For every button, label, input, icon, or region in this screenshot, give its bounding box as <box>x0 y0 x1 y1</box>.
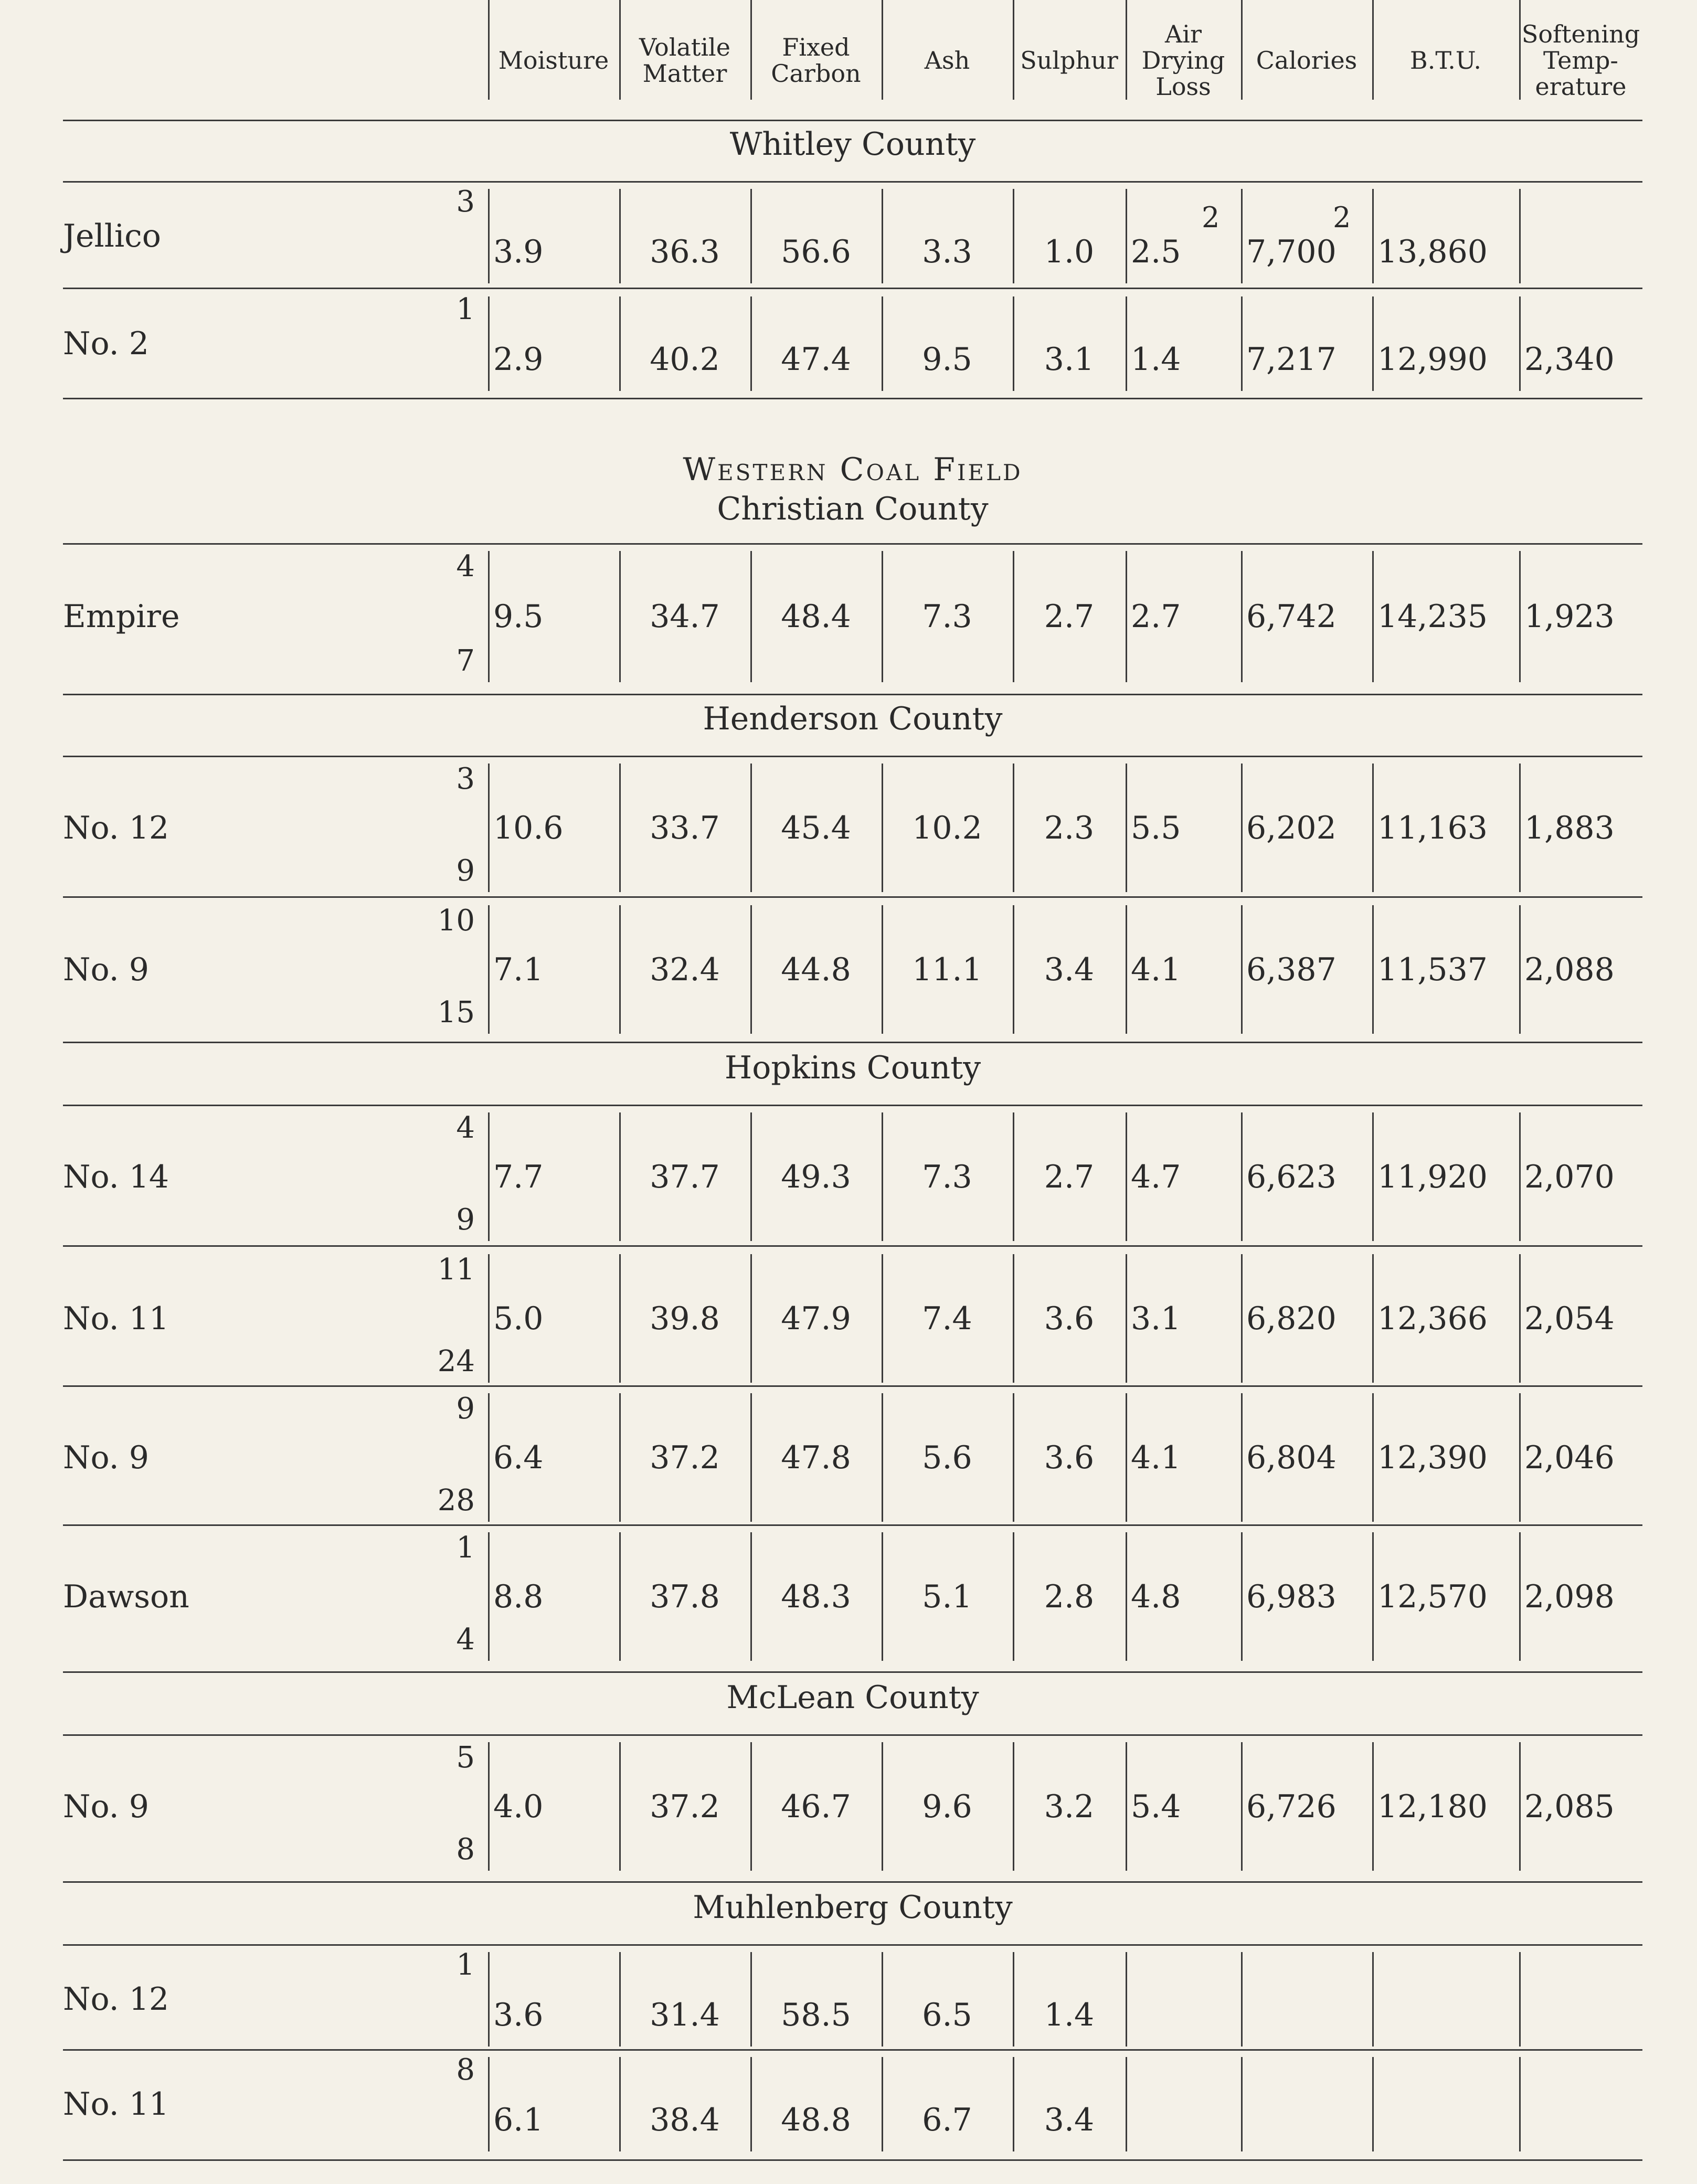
cell-value: 2.8 <box>1044 1578 1095 1615</box>
column-divider <box>1241 1393 1243 1522</box>
column-divider <box>1372 189 1374 283</box>
sample-count: 10 <box>437 904 475 938</box>
row-divider <box>63 181 1642 183</box>
column-divider <box>1126 0 1127 100</box>
cell-value: 47.9 <box>781 1300 851 1337</box>
row-divider <box>63 1524 1642 1526</box>
sample-count: 4 <box>456 549 475 584</box>
cell-value: 6,726 <box>1246 1788 1337 1825</box>
cell-value: 47.4 <box>781 341 851 378</box>
cell-value: 9.5 <box>922 341 972 378</box>
cell-value: 7,700 <box>1246 234 1337 270</box>
cell-value: 6,623 <box>1246 1158 1337 1195</box>
cell-value: 2.3 <box>1044 809 1095 846</box>
column-header: Sulphur <box>1020 46 1118 75</box>
table-row <box>63 1737 1642 1876</box>
cell-value: 2.7 <box>1044 1158 1095 1195</box>
cell-value: 12,180 <box>1377 1788 1488 1825</box>
cell-value: 6,820 <box>1246 1300 1337 1337</box>
column-divider <box>1241 189 1243 283</box>
cell-value: 38.4 <box>650 2102 720 2138</box>
row-divider <box>63 1385 1642 1387</box>
mine-name: Empire <box>63 598 180 635</box>
column-divider <box>1241 764 1243 892</box>
column-divider <box>1241 1112 1243 1241</box>
sample-subcount: 9 <box>456 1203 475 1237</box>
cell-value: 40.2 <box>650 341 720 378</box>
mine-name: No. 9 <box>63 1439 149 1476</box>
column-header: Moisture <box>498 46 609 75</box>
column-divider <box>1241 0 1243 100</box>
row-divider <box>63 1944 1642 1946</box>
mine-name: No. 9 <box>63 1788 149 1825</box>
cell-value: 14,235 <box>1377 598 1488 635</box>
cell-value: 37.8 <box>650 1578 720 1615</box>
cell-value: 56.6 <box>781 234 851 270</box>
table-row <box>63 1107 1642 1246</box>
column-divider <box>750 0 752 100</box>
cell-value: 3.1 <box>1044 341 1095 378</box>
cell-value: 34.7 <box>650 598 720 635</box>
column-header: Fixed Carbon <box>771 33 861 88</box>
row-divider <box>63 288 1642 289</box>
cell-value: 3.6 <box>1044 1300 1095 1337</box>
cell-value: 3.1 <box>1131 1300 1181 1337</box>
column-divider <box>1126 1952 1127 2047</box>
column-divider <box>1519 1112 1521 1241</box>
row-divider <box>63 1245 1642 1247</box>
column-divider <box>1241 2057 1243 2151</box>
cell-value: 6.4 <box>493 1439 544 1476</box>
table-row <box>63 758 1642 897</box>
column-divider <box>1372 1952 1374 2047</box>
cell-value: 4.8 <box>1131 1578 1181 1615</box>
cell-value: 13,860 <box>1377 234 1488 270</box>
column-divider <box>1372 0 1374 100</box>
cell-value: 7.4 <box>922 1300 972 1337</box>
column-divider <box>1241 1952 1243 2047</box>
cell-value: 2.9 <box>493 341 544 378</box>
column-header: Ash <box>924 46 970 75</box>
column-divider <box>1372 551 1374 682</box>
cell-value: 6,202 <box>1246 809 1337 846</box>
sample-subcount: 15 <box>437 995 475 1030</box>
coal-field-heading: Western Coal Field <box>683 451 1023 488</box>
column-divider <box>1372 764 1374 892</box>
column-divider <box>1126 551 1127 682</box>
cell-value: 49.3 <box>781 1158 851 1195</box>
table-row <box>63 1527 1642 1666</box>
mine-name: No. 11 <box>63 1300 169 1337</box>
sample-count: 1 <box>456 1531 475 1565</box>
cell-value: 47.8 <box>781 1439 851 1476</box>
column-divider <box>1126 189 1127 283</box>
column-divider <box>488 2057 490 2151</box>
table-row <box>63 1947 1642 2052</box>
cell-value: 1,923 <box>1524 598 1615 635</box>
column-divider <box>1126 1254 1127 1383</box>
column-divider <box>1241 1742 1243 1871</box>
county-heading: Hopkins County <box>724 1049 981 1086</box>
cell-value: 45.4 <box>781 809 851 846</box>
cell-value: 2,054 <box>1524 1300 1615 1337</box>
cell-value: 9.5 <box>493 598 544 635</box>
column-divider <box>1372 1532 1374 1661</box>
column-header: Softening Temp- erature <box>1521 20 1640 101</box>
cell-value: 11,920 <box>1377 1158 1488 1195</box>
column-divider <box>1126 2057 1127 2151</box>
row-divider <box>63 1042 1642 1043</box>
column-divider <box>1372 1254 1374 1383</box>
cell-value: 12,366 <box>1377 1300 1488 1337</box>
cell-value: 37.2 <box>650 1788 720 1825</box>
cell-value: 5.4 <box>1131 1788 1181 1825</box>
cell-value: 2.5 <box>1131 234 1181 270</box>
cell-value: 11,537 <box>1377 951 1488 988</box>
column-divider <box>1519 189 1521 283</box>
sample-count: 3 <box>456 762 475 796</box>
cell-value: 2,340 <box>1524 341 1615 378</box>
sample-count: 1 <box>456 292 475 326</box>
cell-value: 2,085 <box>1524 1788 1615 1825</box>
cell-value: 12,570 <box>1377 1578 1488 1615</box>
cell-value: 58.5 <box>781 1997 851 2033</box>
row-divider <box>63 1671 1642 1673</box>
cell-value: 37.7 <box>650 1158 720 1195</box>
cell-value: 5.0 <box>493 1300 544 1337</box>
column-divider <box>1126 1393 1127 1522</box>
cell-value: 10.6 <box>493 809 564 846</box>
mine-name: Dawson <box>63 1578 189 1615</box>
column-divider <box>488 1742 490 1871</box>
row-divider <box>63 120 1642 121</box>
table-row <box>63 900 1642 1039</box>
column-divider <box>488 189 490 283</box>
cell-value: 2,046 <box>1524 1439 1615 1476</box>
column-header: Air Drying Loss <box>1141 20 1225 101</box>
cell-value: 11,163 <box>1377 809 1488 846</box>
cell-value: 1.4 <box>1131 341 1181 378</box>
cell-value: 6.5 <box>922 1997 972 2033</box>
column-divider <box>1126 296 1127 391</box>
sample-subcount: 24 <box>437 1344 475 1379</box>
sample-count: 3 <box>456 185 475 219</box>
cell-value: 44.8 <box>781 951 851 988</box>
cell-value: 6,983 <box>1246 1578 1337 1615</box>
mine-name: No. 2 <box>63 325 149 362</box>
sample-count: 1 <box>456 1948 475 1982</box>
row-divider <box>63 896 1642 898</box>
sample-count: 8 <box>456 2053 475 2087</box>
sample-subcount: 4 <box>456 1623 475 1657</box>
county-heading: Christian County <box>717 491 989 527</box>
sample-count: 5 <box>456 1741 475 1775</box>
row-divider <box>63 1105 1642 1106</box>
cell-value: 4.1 <box>1131 1439 1181 1476</box>
table-row <box>63 1388 1642 1527</box>
cell-value: 3.9 <box>493 234 544 270</box>
cell-value: 3.6 <box>493 1997 544 2033</box>
column-divider <box>488 1112 490 1241</box>
column-divider <box>1126 1532 1127 1661</box>
sample-count: 9 <box>456 1392 475 1426</box>
column-divider <box>882 0 883 100</box>
cell-value: 2.7 <box>1044 598 1095 635</box>
column-divider <box>1126 764 1127 892</box>
column-divider <box>1519 764 1521 892</box>
column-divider <box>1372 1393 1374 1522</box>
column-divider <box>619 0 621 100</box>
cell-value: 7.1 <box>493 951 544 988</box>
column-divider <box>488 0 490 100</box>
column-divider <box>1241 905 1243 1034</box>
cell-value: 3.2 <box>1044 1788 1095 1825</box>
mine-name: No. 12 <box>63 1981 169 2018</box>
cell-value: 6.1 <box>493 2102 544 2138</box>
cell-value: 5.5 <box>1131 809 1181 846</box>
row-divider <box>63 756 1642 757</box>
cell-value: 5.6 <box>922 1439 972 1476</box>
cell-value: 8.8 <box>493 1578 544 1615</box>
cell-value: 39.8 <box>650 1300 720 1337</box>
cell-value: 4.7 <box>1131 1158 1181 1195</box>
cell-value: 32.4 <box>650 951 720 988</box>
cell-value: 12,990 <box>1377 341 1488 378</box>
row-divider <box>63 2159 1642 2161</box>
column-divider <box>1372 2057 1374 2151</box>
cell-value: 9.6 <box>922 1788 972 1825</box>
column-divider <box>488 1952 490 2047</box>
column-divider <box>1519 2057 1521 2151</box>
sample-subcount: 9 <box>456 854 475 888</box>
cell-value: 5.1 <box>922 1578 972 1615</box>
column-divider <box>1241 551 1243 682</box>
column-divider <box>1519 1254 1521 1383</box>
row-divider <box>63 543 1642 545</box>
table-row <box>63 2052 1642 2157</box>
cell-value: 33.7 <box>650 809 720 846</box>
row-divider <box>63 1881 1642 1883</box>
mine-name: No. 9 <box>63 951 149 988</box>
sample-count: 4 <box>456 1111 475 1145</box>
mine-name: No. 12 <box>63 809 169 846</box>
column-divider <box>488 905 490 1034</box>
table-row <box>63 291 1642 396</box>
column-divider <box>1372 1112 1374 1241</box>
sample-count: 11 <box>437 1253 475 1287</box>
column-divider <box>1126 1112 1127 1241</box>
column-divider <box>1519 1952 1521 2047</box>
mine-name: Jellico <box>63 218 161 255</box>
column-divider <box>488 1393 490 1522</box>
cell-value: 3.4 <box>1044 2102 1095 2138</box>
cell-value: 3.3 <box>922 234 972 270</box>
county-heading: McLean County <box>726 1679 979 1716</box>
row-divider <box>63 1734 1642 1736</box>
column-divider <box>1519 1393 1521 1522</box>
column-divider <box>488 1254 490 1383</box>
footnote-mark: 2 <box>1333 201 1351 234</box>
column-header: B.T.U. <box>1409 46 1482 75</box>
cell-value: 2,088 <box>1524 951 1615 988</box>
column-divider <box>1519 0 1521 100</box>
column-divider <box>1519 1532 1521 1661</box>
cell-value: 4.0 <box>493 1788 544 1825</box>
column-header: Volatile Matter <box>639 33 730 88</box>
table-header <box>63 0 1642 114</box>
county-heading: Whitley County <box>729 126 976 163</box>
cell-value: 3.4 <box>1044 951 1095 988</box>
column-divider <box>488 296 490 391</box>
sample-subcount: 7 <box>456 644 475 678</box>
column-header: Calories <box>1256 46 1357 75</box>
cell-value: 2,098 <box>1524 1578 1615 1615</box>
column-divider <box>1013 0 1014 100</box>
cell-value: 12,390 <box>1377 1439 1488 1476</box>
cell-value: 46.7 <box>781 1788 851 1825</box>
cell-value: 48.8 <box>781 2102 851 2138</box>
cell-value: 48.4 <box>781 598 851 635</box>
footnote-mark: 2 <box>1202 201 1220 234</box>
column-divider <box>1241 1254 1243 1383</box>
column-divider <box>1241 1532 1243 1661</box>
cell-value: 6,742 <box>1246 598 1337 635</box>
cell-value: 1,883 <box>1524 809 1615 846</box>
column-divider <box>488 764 490 892</box>
column-divider <box>488 1532 490 1661</box>
cell-value: 1.0 <box>1044 234 1095 270</box>
row-divider <box>63 2049 1642 2051</box>
column-divider <box>1372 296 1374 391</box>
cell-value: 6.7 <box>922 2102 972 2138</box>
cell-value: 11.1 <box>912 951 982 988</box>
cell-value: 7,217 <box>1246 341 1337 378</box>
cell-value: 3.6 <box>1044 1439 1095 1476</box>
cell-value: 2,070 <box>1524 1158 1615 1195</box>
cell-value: 37.2 <box>650 1439 720 1476</box>
column-divider <box>1519 1742 1521 1871</box>
mine-name: No. 11 <box>63 2086 169 2123</box>
cell-value: 7.7 <box>493 1158 544 1195</box>
row-divider <box>63 398 1642 399</box>
county-heading: Henderson County <box>703 701 1003 737</box>
table-row <box>63 184 1642 289</box>
sample-subcount: 8 <box>456 1832 475 1867</box>
sample-subcount: 28 <box>437 1483 475 1518</box>
cell-value: 10.2 <box>912 809 982 846</box>
mine-name: No. 14 <box>63 1158 169 1195</box>
column-divider <box>488 551 490 682</box>
row-divider <box>63 694 1642 695</box>
column-divider <box>1126 1742 1127 1871</box>
column-divider <box>1241 296 1243 391</box>
cell-value: 6,804 <box>1246 1439 1337 1476</box>
cell-value: 2.7 <box>1131 598 1181 635</box>
column-divider <box>1372 1742 1374 1871</box>
cell-value: 7.3 <box>922 1158 972 1195</box>
column-divider <box>1519 551 1521 682</box>
table-row <box>63 1249 1642 1388</box>
cell-value: 36.3 <box>650 234 720 270</box>
coal-analysis-table <box>63 0 1642 2184</box>
column-divider <box>1519 905 1521 1034</box>
column-divider <box>1372 905 1374 1034</box>
county-heading: Muhlenberg County <box>693 1889 1013 1926</box>
column-divider <box>1126 905 1127 1034</box>
cell-value: 7.3 <box>922 598 972 635</box>
cell-value: 31.4 <box>650 1997 720 2033</box>
cell-value: 4.1 <box>1131 951 1181 988</box>
table-row <box>63 546 1642 687</box>
cell-value: 1.4 <box>1044 1997 1095 2033</box>
column-divider <box>1519 296 1521 391</box>
cell-value: 48.3 <box>781 1578 851 1615</box>
cell-value: 6,387 <box>1246 951 1337 988</box>
